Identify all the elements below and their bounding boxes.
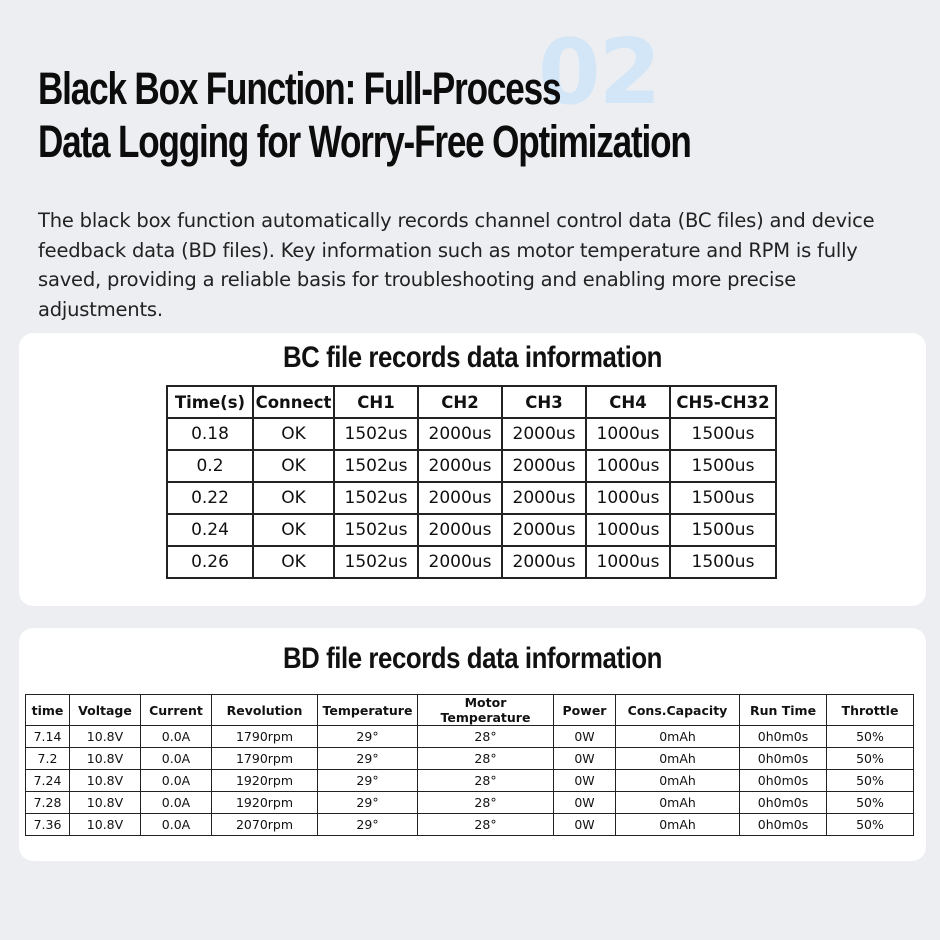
table-row (26, 770, 914, 792)
bc-table (166, 385, 777, 579)
table-cell: 2000us (418, 546, 502, 578)
table-cell: 0.0A (141, 814, 212, 836)
table-row (167, 482, 776, 514)
page-title-line-1: Black Box Function: Full-Process (38, 63, 561, 114)
table-cell: 1500us (670, 450, 776, 482)
table-cell: 0.0A (141, 770, 212, 792)
table-cell: OK (253, 418, 334, 450)
bd-table-body (26, 726, 914, 836)
column-header: Cons.Capacity (616, 695, 740, 726)
table-cell: 0h0m0s (740, 792, 827, 814)
table-cell: 2000us (418, 450, 502, 482)
column-header: CH3 (502, 386, 586, 418)
table-cell: 0.22 (167, 482, 253, 514)
column-header: Temperature (318, 695, 418, 726)
table-cell: 0h0m0s (740, 814, 827, 836)
bd-table (25, 694, 914, 836)
table-cell: 2000us (502, 514, 586, 546)
column-header: Revolution (212, 695, 318, 726)
column-header: CH5-CH32 (670, 386, 776, 418)
table-cell: 0.24 (167, 514, 253, 546)
table-cell: 1920rpm (212, 792, 318, 814)
table-cell: 0.0A (141, 792, 212, 814)
table-cell: 10.8V (70, 814, 141, 836)
column-header: Voltage (70, 695, 141, 726)
table-cell: 2000us (502, 482, 586, 514)
table-cell: 0mAh (616, 770, 740, 792)
page-title (38, 62, 691, 168)
table-row (167, 450, 776, 482)
bc-table-title: BC file records data information (282, 341, 663, 374)
column-header: Connect (253, 386, 334, 418)
table-cell: 1920rpm (212, 770, 318, 792)
table-cell: 29° (318, 726, 418, 748)
table-cell: 1500us (670, 418, 776, 450)
table-cell: OK (253, 514, 334, 546)
table-cell: 1502us (334, 482, 418, 514)
table-cell: 2000us (502, 450, 586, 482)
table-cell: 10.8V (70, 770, 141, 792)
table-cell: 7.36 (26, 814, 70, 836)
column-header: Run Time (740, 695, 827, 726)
table-cell: 0W (554, 770, 616, 792)
table-cell: 7.2 (26, 748, 70, 770)
table-cell: 2000us (418, 514, 502, 546)
bd-file-card (19, 628, 926, 861)
bd-table-title: BD file records data information (282, 642, 663, 675)
bc-table-header (167, 386, 776, 418)
table-cell: 1000us (586, 450, 670, 482)
header-row (167, 386, 776, 418)
table-cell: 1502us (334, 546, 418, 578)
table-cell: 1502us (334, 450, 418, 482)
bc-table-body (167, 418, 776, 578)
table-cell: 28° (418, 814, 554, 836)
description: The black box function automatically records channel control data (BC files) and device feedback data (BD files). Key information such as motor temperature and RPM is fully saved, providing a reliable basis for troubleshooting and enabling more precise adjustments. (38, 209, 875, 321)
table-cell: 7.14 (26, 726, 70, 748)
column-header: Current (141, 695, 212, 726)
column-header: CH4 (586, 386, 670, 418)
table-cell: 2000us (418, 482, 502, 514)
table-cell: 1500us (670, 514, 776, 546)
header-row (26, 695, 914, 726)
column-header: time (26, 695, 70, 726)
table-cell: 0.18 (167, 418, 253, 450)
table-cell: 29° (318, 748, 418, 770)
table-cell: 2070rpm (212, 814, 318, 836)
table-cell: 7.28 (26, 792, 70, 814)
table-cell: 0.0A (141, 748, 212, 770)
table-cell: 50% (827, 814, 914, 836)
table-cell: 0h0m0s (740, 726, 827, 748)
bd-table-header (26, 695, 914, 726)
table-cell: 0mAh (616, 814, 740, 836)
table-cell: 0.2 (167, 450, 253, 482)
table-cell: 10.8V (70, 726, 141, 748)
table-cell: 50% (827, 726, 914, 748)
column-header: CH1 (334, 386, 418, 418)
table-cell: 0mAh (616, 792, 740, 814)
table-cell: 7.24 (26, 770, 70, 792)
table-cell: 1502us (334, 418, 418, 450)
table-cell: 28° (418, 726, 554, 748)
table-cell: 1000us (586, 546, 670, 578)
table-cell: 50% (827, 748, 914, 770)
table-cell: 1790rpm (212, 726, 318, 748)
table-cell: 0mAh (616, 748, 740, 770)
table-cell: OK (253, 546, 334, 578)
table-cell: 2000us (418, 418, 502, 450)
bc-file-card (19, 333, 926, 606)
table-cell: 2000us (502, 546, 586, 578)
table-cell: 0mAh (616, 726, 740, 748)
column-header: Throttle (827, 695, 914, 726)
table-cell: 29° (318, 814, 418, 836)
table-cell: 2000us (502, 418, 586, 450)
table-cell: 0W (554, 814, 616, 836)
table-cell: 10.8V (70, 792, 141, 814)
table-cell: 10.8V (70, 748, 141, 770)
column-header: Power (554, 695, 616, 726)
column-header: CH2 (418, 386, 502, 418)
table-cell: 29° (318, 770, 418, 792)
table-cell: 0W (554, 792, 616, 814)
table-cell: 50% (827, 770, 914, 792)
table-row (26, 748, 914, 770)
table-cell: 50% (827, 792, 914, 814)
column-header: Time(s) (167, 386, 253, 418)
section-number: 02 (538, 20, 660, 125)
table-row (167, 514, 776, 546)
table-cell: 28° (418, 792, 554, 814)
table-cell: 1000us (586, 482, 670, 514)
table-cell: 0.26 (167, 546, 253, 578)
table-row (26, 792, 914, 814)
table-cell: 0.0A (141, 726, 212, 748)
table-row (167, 418, 776, 450)
table-cell: 28° (418, 748, 554, 770)
table-cell: 1000us (586, 514, 670, 546)
table-cell: 29° (318, 792, 418, 814)
table-row (26, 814, 914, 836)
table-row (26, 726, 914, 748)
table-cell: 1000us (586, 418, 670, 450)
page-title-line-2: Data Logging for Worry-Free Optimization (38, 116, 691, 167)
table-cell: 1500us (670, 546, 776, 578)
column-header: Motor Temperature (418, 695, 554, 726)
table-cell: 0h0m0s (740, 748, 827, 770)
table-cell: OK (253, 482, 334, 514)
table-cell: 28° (418, 770, 554, 792)
table-cell: 1500us (670, 482, 776, 514)
table-cell: 0W (554, 726, 616, 748)
table-cell: 1790rpm (212, 748, 318, 770)
table-cell: 1502us (334, 514, 418, 546)
table-row (167, 546, 776, 578)
table-cell: 0W (554, 748, 616, 770)
table-cell: OK (253, 450, 334, 482)
table-cell: 0h0m0s (740, 770, 827, 792)
